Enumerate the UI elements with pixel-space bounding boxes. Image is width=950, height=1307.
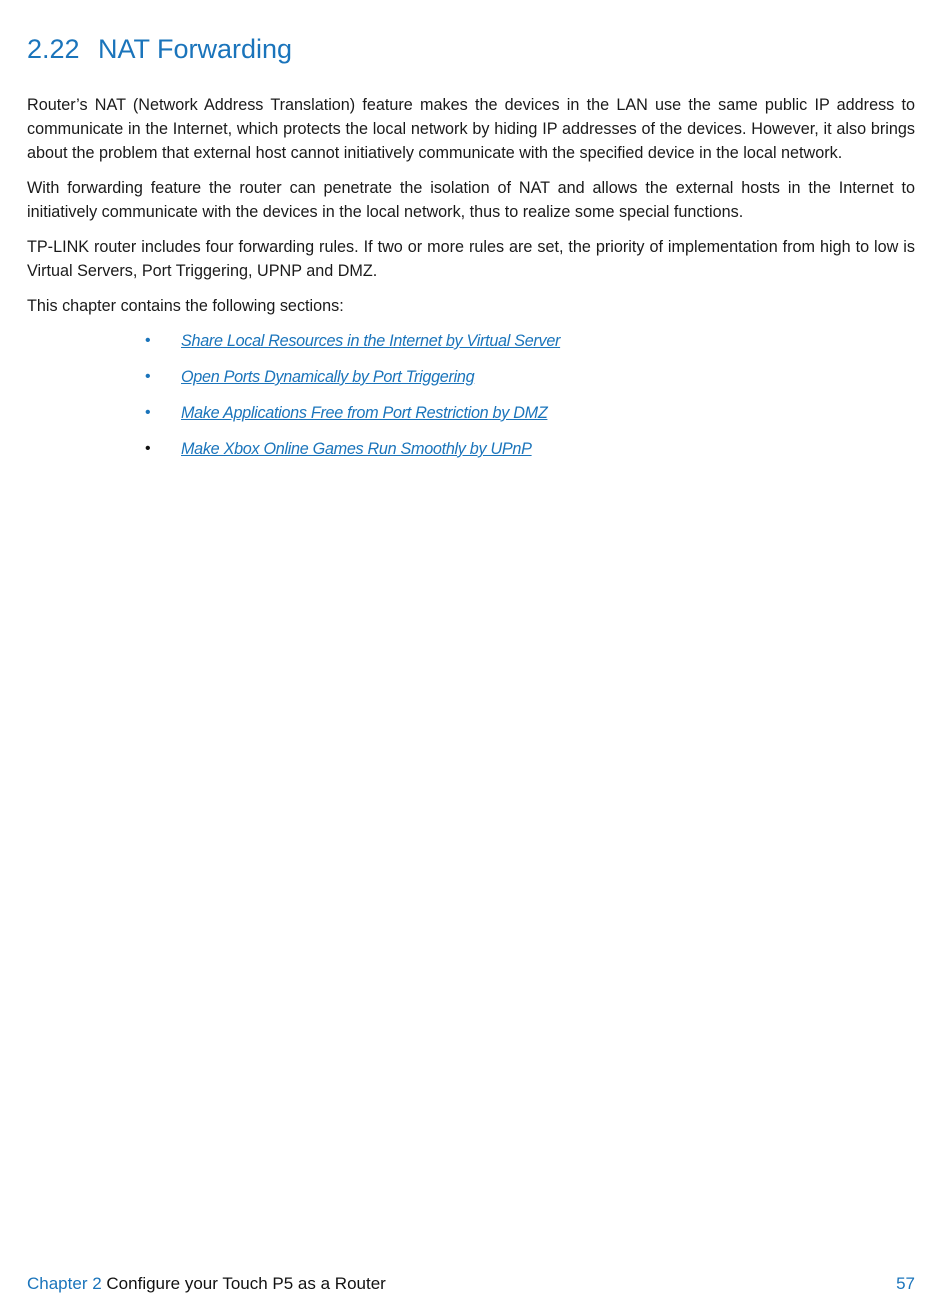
section-link-list bbox=[27, 329, 915, 473]
bullet-icon: • bbox=[145, 368, 151, 385]
paragraph-sections-intro: This chapter contains the following sections: bbox=[27, 297, 344, 315]
footer-chapter: Chapter 2 bbox=[27, 1274, 102, 1293]
section-title: NAT Forwarding bbox=[98, 34, 293, 64]
page-footer bbox=[27, 1273, 915, 1295]
section-number: 2.22 bbox=[27, 34, 80, 64]
link-dmz[interactable]: Make Applications Free from Port Restriction by DMZ bbox=[181, 404, 548, 422]
section-heading bbox=[27, 34, 292, 65]
paragraph-rules: TP-LINK router includes four forwarding rules. If two or more rules are set, the priority of implementation from high to low is Virtual Servers, Port Triggering, UPNP and DMZ. bbox=[27, 238, 915, 280]
link-upnp[interactable]: Make Xbox Online Games Run Smoothly by UPnP bbox=[181, 440, 532, 458]
link-port-triggering[interactable]: Open Ports Dynamically by Port Triggering bbox=[181, 368, 475, 386]
bullet-icon: • bbox=[145, 404, 151, 421]
list-item bbox=[145, 401, 915, 437]
bullet-icon: • bbox=[145, 440, 151, 457]
paragraph-nat-intro: Router’s NAT (Network Address Translation) feature makes the devices in the LAN use the same public IP address to communicate in the Internet, which protects the local network by hiding IP addresses of the devices. However, it also brings about the problem that external host cannot initiatively communicate with the specified device in the local network. bbox=[27, 96, 915, 162]
list-item bbox=[145, 365, 915, 401]
list-item bbox=[145, 329, 915, 365]
page-body bbox=[27, 93, 915, 473]
list-item bbox=[145, 437, 915, 473]
page-number: 57 bbox=[896, 1274, 915, 1293]
link-virtual-server[interactable]: Share Local Resources in the Internet by Virtual Server bbox=[181, 332, 561, 350]
bullet-icon: • bbox=[145, 332, 151, 349]
paragraph-forwarding: With forwarding feature the router can penetrate the isolation of NAT and allows the external hosts in the Internet to initiatively communicate with the devices in the local network, thus to realize some special functions. bbox=[27, 179, 915, 221]
footer-title: Configure your Touch P5 as a Router bbox=[106, 1274, 386, 1293]
